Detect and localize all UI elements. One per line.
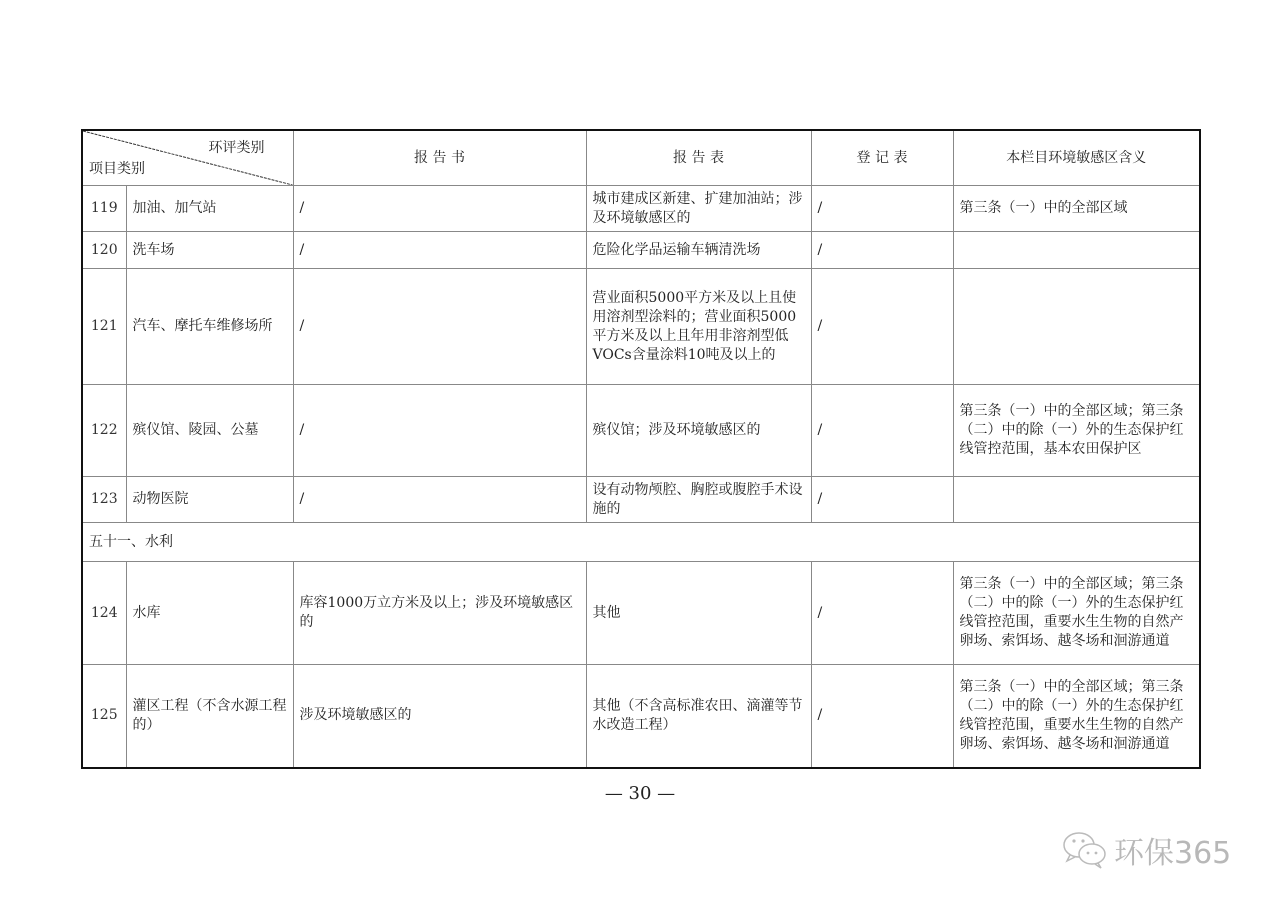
row-report-book: 库容1000万立方米及以上；涉及环境敏感区的 <box>293 562 586 665</box>
section-heading: 五十一、水利 <box>82 523 1200 562</box>
row-number: 125 <box>82 665 126 768</box>
row-report-book: / <box>293 232 586 269</box>
table-row <box>82 665 1200 768</box>
row-number: 123 <box>82 477 126 523</box>
table-row <box>82 477 1200 523</box>
row-report-form: 其他 <box>586 562 811 665</box>
table-header-row <box>82 130 1200 186</box>
row-report-book: / <box>293 186 586 232</box>
row-category: 加油、加气站 <box>126 186 293 232</box>
row-registration: / <box>811 385 953 477</box>
row-category: 汽车、摩托车维修场所 <box>126 269 293 385</box>
row-registration: / <box>811 269 953 385</box>
row-sensitive-area <box>953 269 1200 385</box>
row-report-book: / <box>293 385 586 477</box>
row-category: 殡仪馆、陵园、公墓 <box>126 385 293 477</box>
row-report-book: / <box>293 269 586 385</box>
header-report-form: 报 告 表 <box>586 130 811 186</box>
row-sensitive-area <box>953 477 1200 523</box>
row-report-form: 其他（不含高标准农田、滴灌等节水改造工程） <box>586 665 811 768</box>
table-row <box>82 186 1200 232</box>
row-sensitive-area <box>953 232 1200 269</box>
row-number: 119 <box>82 186 126 232</box>
row-number: 124 <box>82 562 126 665</box>
wechat-icon <box>1062 830 1108 870</box>
header-registration: 登 记 表 <box>811 130 953 186</box>
row-report-form: 城市建成区新建、扩建加油站；涉及环境敏感区的 <box>586 186 811 232</box>
row-report-form: 殡仪馆；涉及环境敏感区的 <box>586 385 811 477</box>
table-row <box>82 385 1200 477</box>
row-registration: / <box>811 477 953 523</box>
watermark-text: 环保365 <box>1114 836 1232 871</box>
header-sensitive-area: 本栏目环境敏感区含义 <box>953 130 1200 186</box>
row-report-book: 涉及环境敏感区的 <box>293 665 586 768</box>
row-registration: / <box>811 665 953 768</box>
row-report-book: / <box>293 477 586 523</box>
row-sensitive-area: 第三条（一）中的全部区域；第三条（二）中的除（一）外的生态保护红线管控范围，重要水生生物的自然产卵场、索饵场、越冬场和洄游通道 <box>953 562 1200 665</box>
row-report-form: 营业面积5000平方米及以上且使用溶剂型涂料的；营业面积5000平方米及以上且年用非溶剂型低VOCs含量涂料10吨及以上的 <box>586 269 811 385</box>
row-category: 动物医院 <box>126 477 293 523</box>
row-number: 120 <box>82 232 126 269</box>
row-sensitive-area: 第三条（一）中的全部区域；第三条（二）中的除（一）外的生态保护红线管控范围，重要水生生物的自然产卵场、索饵场、越冬场和洄游通道 <box>953 665 1200 768</box>
row-registration: / <box>811 232 953 269</box>
row-category: 洗车场 <box>126 232 293 269</box>
row-registration: / <box>811 186 953 232</box>
section-row <box>82 523 1200 562</box>
table-row <box>82 562 1200 665</box>
corner-top-label: 环评类别 <box>208 140 265 156</box>
table-row <box>82 232 1200 269</box>
row-number: 121 <box>82 269 126 385</box>
row-sensitive-area: 第三条（一）中的全部区域 <box>953 186 1200 232</box>
row-report-form: 危险化学品运输车辆清洗场 <box>586 232 811 269</box>
row-registration: / <box>811 562 953 665</box>
row-report-form: 设有动物颅腔、胸腔或腹腔手术设施的 <box>586 477 811 523</box>
page-number: — 30 — <box>604 783 676 804</box>
corner-bottom-label: 项目类别 <box>89 161 145 177</box>
row-sensitive-area: 第三条（一）中的全部区域；第三条（二）中的除（一）外的生态保护红线管控范围，基本农田保护区 <box>953 385 1200 477</box>
row-number: 122 <box>82 385 126 477</box>
watermark <box>1062 828 1231 872</box>
header-report-book: 报 告 书 <box>293 130 586 186</box>
row-category: 灌区工程（不含水源工程的） <box>126 665 293 768</box>
classification-table <box>81 129 1201 769</box>
row-category: 水库 <box>126 562 293 665</box>
corner-header <box>82 130 293 186</box>
table-row <box>82 269 1200 385</box>
